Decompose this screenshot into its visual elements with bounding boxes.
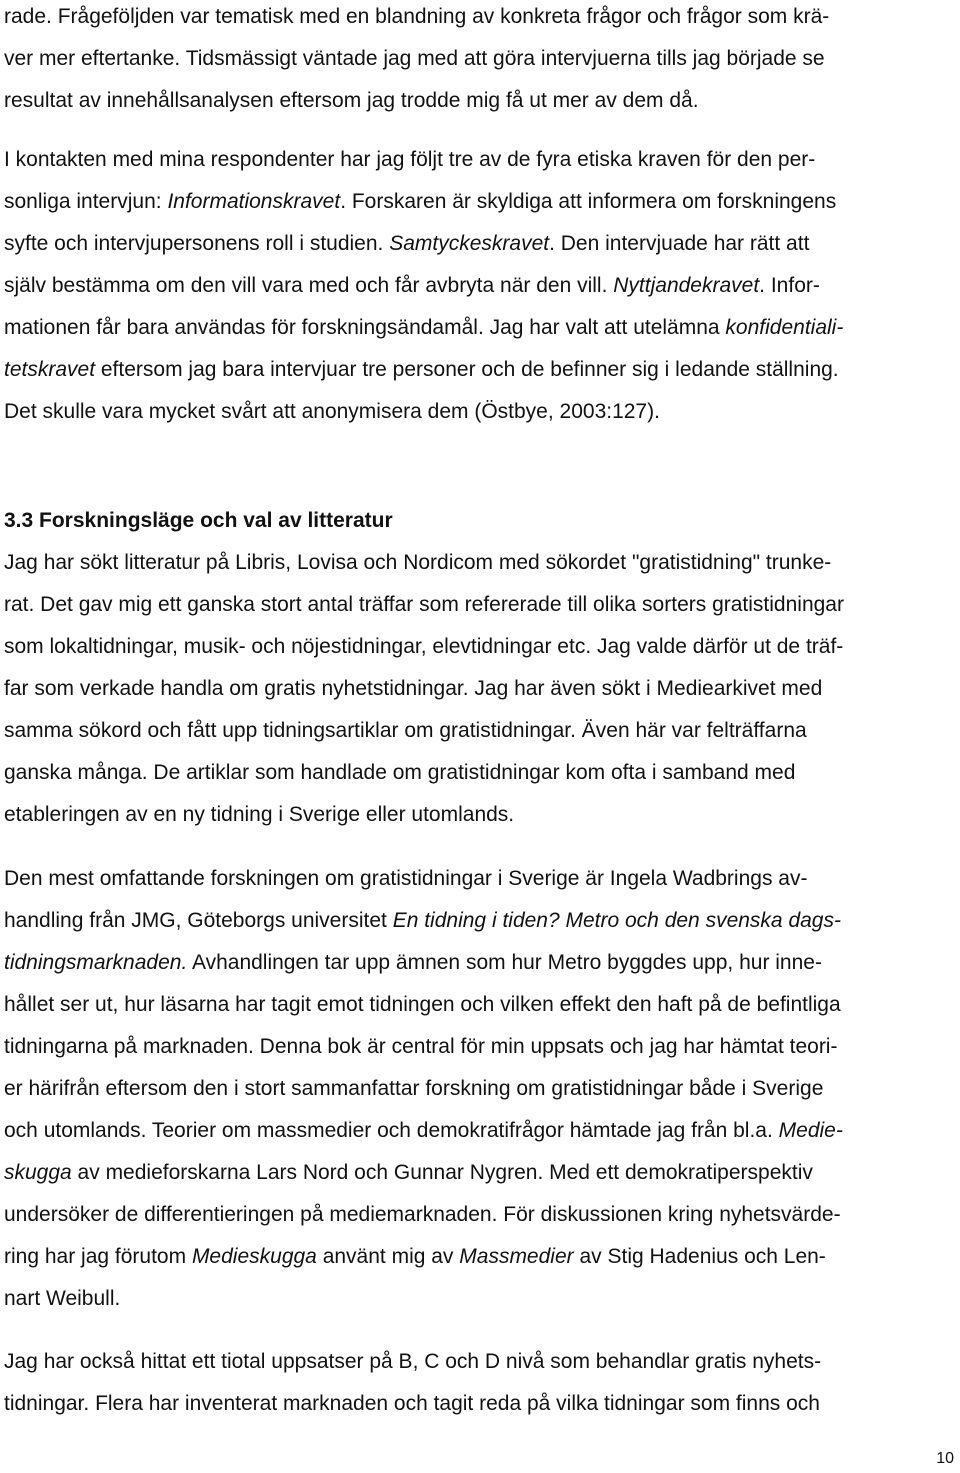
heading-line (4, 508, 393, 534)
text-span: av Stig Hadenius och Len- (573, 1245, 826, 1268)
italic-text: Informationskravet (167, 190, 341, 213)
italic-text: Samtyckeskravet (389, 232, 550, 255)
page-number: 10 (936, 1450, 954, 1467)
text-span: far som verkade handla om gratis nyhetstidningar. Jag har även sökt i Mediearkivet med (4, 677, 823, 700)
text-line (4, 1286, 120, 1312)
text-span: . Forskaren är skyldiga att informera om forskningens (340, 190, 837, 213)
text-line (4, 634, 843, 660)
italic-text: Medie- (778, 1119, 843, 1142)
text-span: rat. Det gav mig ett ganska stort antal träffar som refererade till olika sorters gratistidningar (4, 593, 844, 616)
text-span: I kontakten med mina respondenter har jag följt tre av de fyra etiska kraven för den per- (4, 148, 816, 171)
text-line (4, 1244, 826, 1270)
text-line (4, 802, 514, 828)
italic-text: Medieskugga (191, 1245, 317, 1268)
text-span: 3.3 Forskningsläge och val av litteratur (4, 509, 393, 532)
text-line (4, 866, 807, 892)
text-line (4, 592, 844, 618)
text-line (4, 273, 820, 299)
text-span: er härifrån eftersom den i stort sammanfattar forskning om gratistidningar både i Sverige (4, 1077, 824, 1100)
text-span: Jag har sökt litteratur på Libris, Lovisa och Nordicom med sökordet "gratistidning" trunke- (4, 551, 832, 574)
text-line (4, 908, 841, 934)
italic-text: skugga (4, 1161, 72, 1184)
text-span: tidningarna på marknaden. Denna bok är central för min uppsats och jag har hämtat teori- (4, 1035, 838, 1058)
text-line (4, 1202, 841, 1228)
text-span: rade. Frågeföljden var tematisk med en blandning av konkreta frågor och frågor som krä- (4, 5, 830, 28)
text-span: Jag har också hittat ett tiotal uppsatser på B, C och D nivå som behandlar gratis nyhets- (4, 1350, 822, 1373)
text-span: som lokaltidningar, musik- och nöjestidningar, elevtidningar etc. Jag valde därför ut de träf- (4, 635, 844, 658)
text-line (4, 760, 795, 786)
italic-text: tidningsmarknaden. (4, 951, 188, 974)
text-line (4, 46, 825, 72)
text-line (4, 718, 807, 744)
italic-text: En tidning i tiden? Metro och den svenska dags- (392, 909, 841, 932)
text-span: eftersom jag bara intervjuar tre personer och de befinner sig i ledande ställning. (95, 358, 839, 381)
text-span: samma sökord och fått upp tidningsartiklar om gratistidningar. Även här var felträffarna (4, 719, 807, 742)
text-line (4, 1391, 820, 1417)
text-line (4, 992, 841, 1018)
italic-text: Massmedier (459, 1245, 574, 1268)
text-line (4, 550, 831, 576)
text-line (4, 231, 809, 257)
text-span: sonliga intervjun: (4, 190, 168, 213)
italic-text: Nyttjandekravet (613, 274, 760, 297)
text-line (4, 189, 836, 215)
text-line (4, 357, 839, 383)
text-line (4, 1160, 813, 1186)
text-line (4, 676, 822, 702)
text-span: mationen får bara användas för forskningsändamål. Jag har valt att utelämna (4, 316, 726, 339)
text-span: själv bestämma om den vill vara med och får avbryta när den vill. (4, 274, 614, 297)
text-line (4, 1034, 837, 1060)
text-span: undersöker de differentieringen på mediemarknaden. För diskussionen kring nyhetsvärde- (4, 1203, 841, 1226)
text-line (4, 4, 829, 30)
text-line (4, 1118, 843, 1144)
text-line (4, 950, 822, 976)
text-span: . Infor- (759, 274, 820, 297)
text-span: Avhandlingen tar upp ämnen som hur Metro byggdes upp, hur inne- (187, 951, 822, 974)
italic-text: tetskravet (4, 358, 96, 381)
text-span: . Den intervjuade har rätt att (549, 232, 810, 255)
text-line (4, 147, 815, 173)
text-span: av medieforskarna Lars Nord och Gunnar Nygren. Med ett demokratiperspektiv (71, 1161, 813, 1184)
text-line (4, 1076, 823, 1102)
text-line (4, 88, 699, 114)
text-line (4, 315, 843, 341)
text-span: Det skulle vara mycket svårt att anonymisera dem (Östbye, 2003:127). (4, 400, 660, 423)
text-line (4, 1349, 821, 1375)
text-span: resultat av innehållsanalysen eftersom jag trodde mig få ut mer av dem då. (4, 89, 699, 112)
text-span: handling från JMG, Göteborgs universitet (4, 909, 393, 932)
italic-text: konfidentiali- (725, 316, 844, 339)
text-span: hållet ser ut, hur läsarna har tagit emot tidningen och vilken effekt den haft på de befintliga (4, 993, 841, 1016)
text-span: tidningar. Flera har inventerat marknaden och tagit reda på vilka tidningar som finns och (4, 1392, 820, 1415)
text-span: ganska många. De artiklar som handlade om gratistidningar kom ofta i samband med (4, 761, 796, 784)
text-span: ring har jag förutom (4, 1245, 192, 1268)
text-span: använt mig av (316, 1245, 460, 1268)
text-span: ver mer eftertanke. Tidsmässigt väntade jag med att göra intervjuerna tills jag började se (4, 47, 825, 70)
text-span: Den mest omfattande forskningen om gratistidningar i Sverige är Ingela Wadbrings av- (4, 867, 808, 890)
text-span: etableringen av en ny tidning i Sverige eller utomlands. (4, 803, 515, 826)
text-span: och utomlands. Teorier om massmedier och demokratifrågor hämtade jag från bl.a. (4, 1119, 779, 1142)
text-line (4, 399, 660, 425)
text-span: syfte och intervjupersonens roll i studien. (4, 232, 390, 255)
text-span: nart Weibull. (4, 1287, 121, 1310)
